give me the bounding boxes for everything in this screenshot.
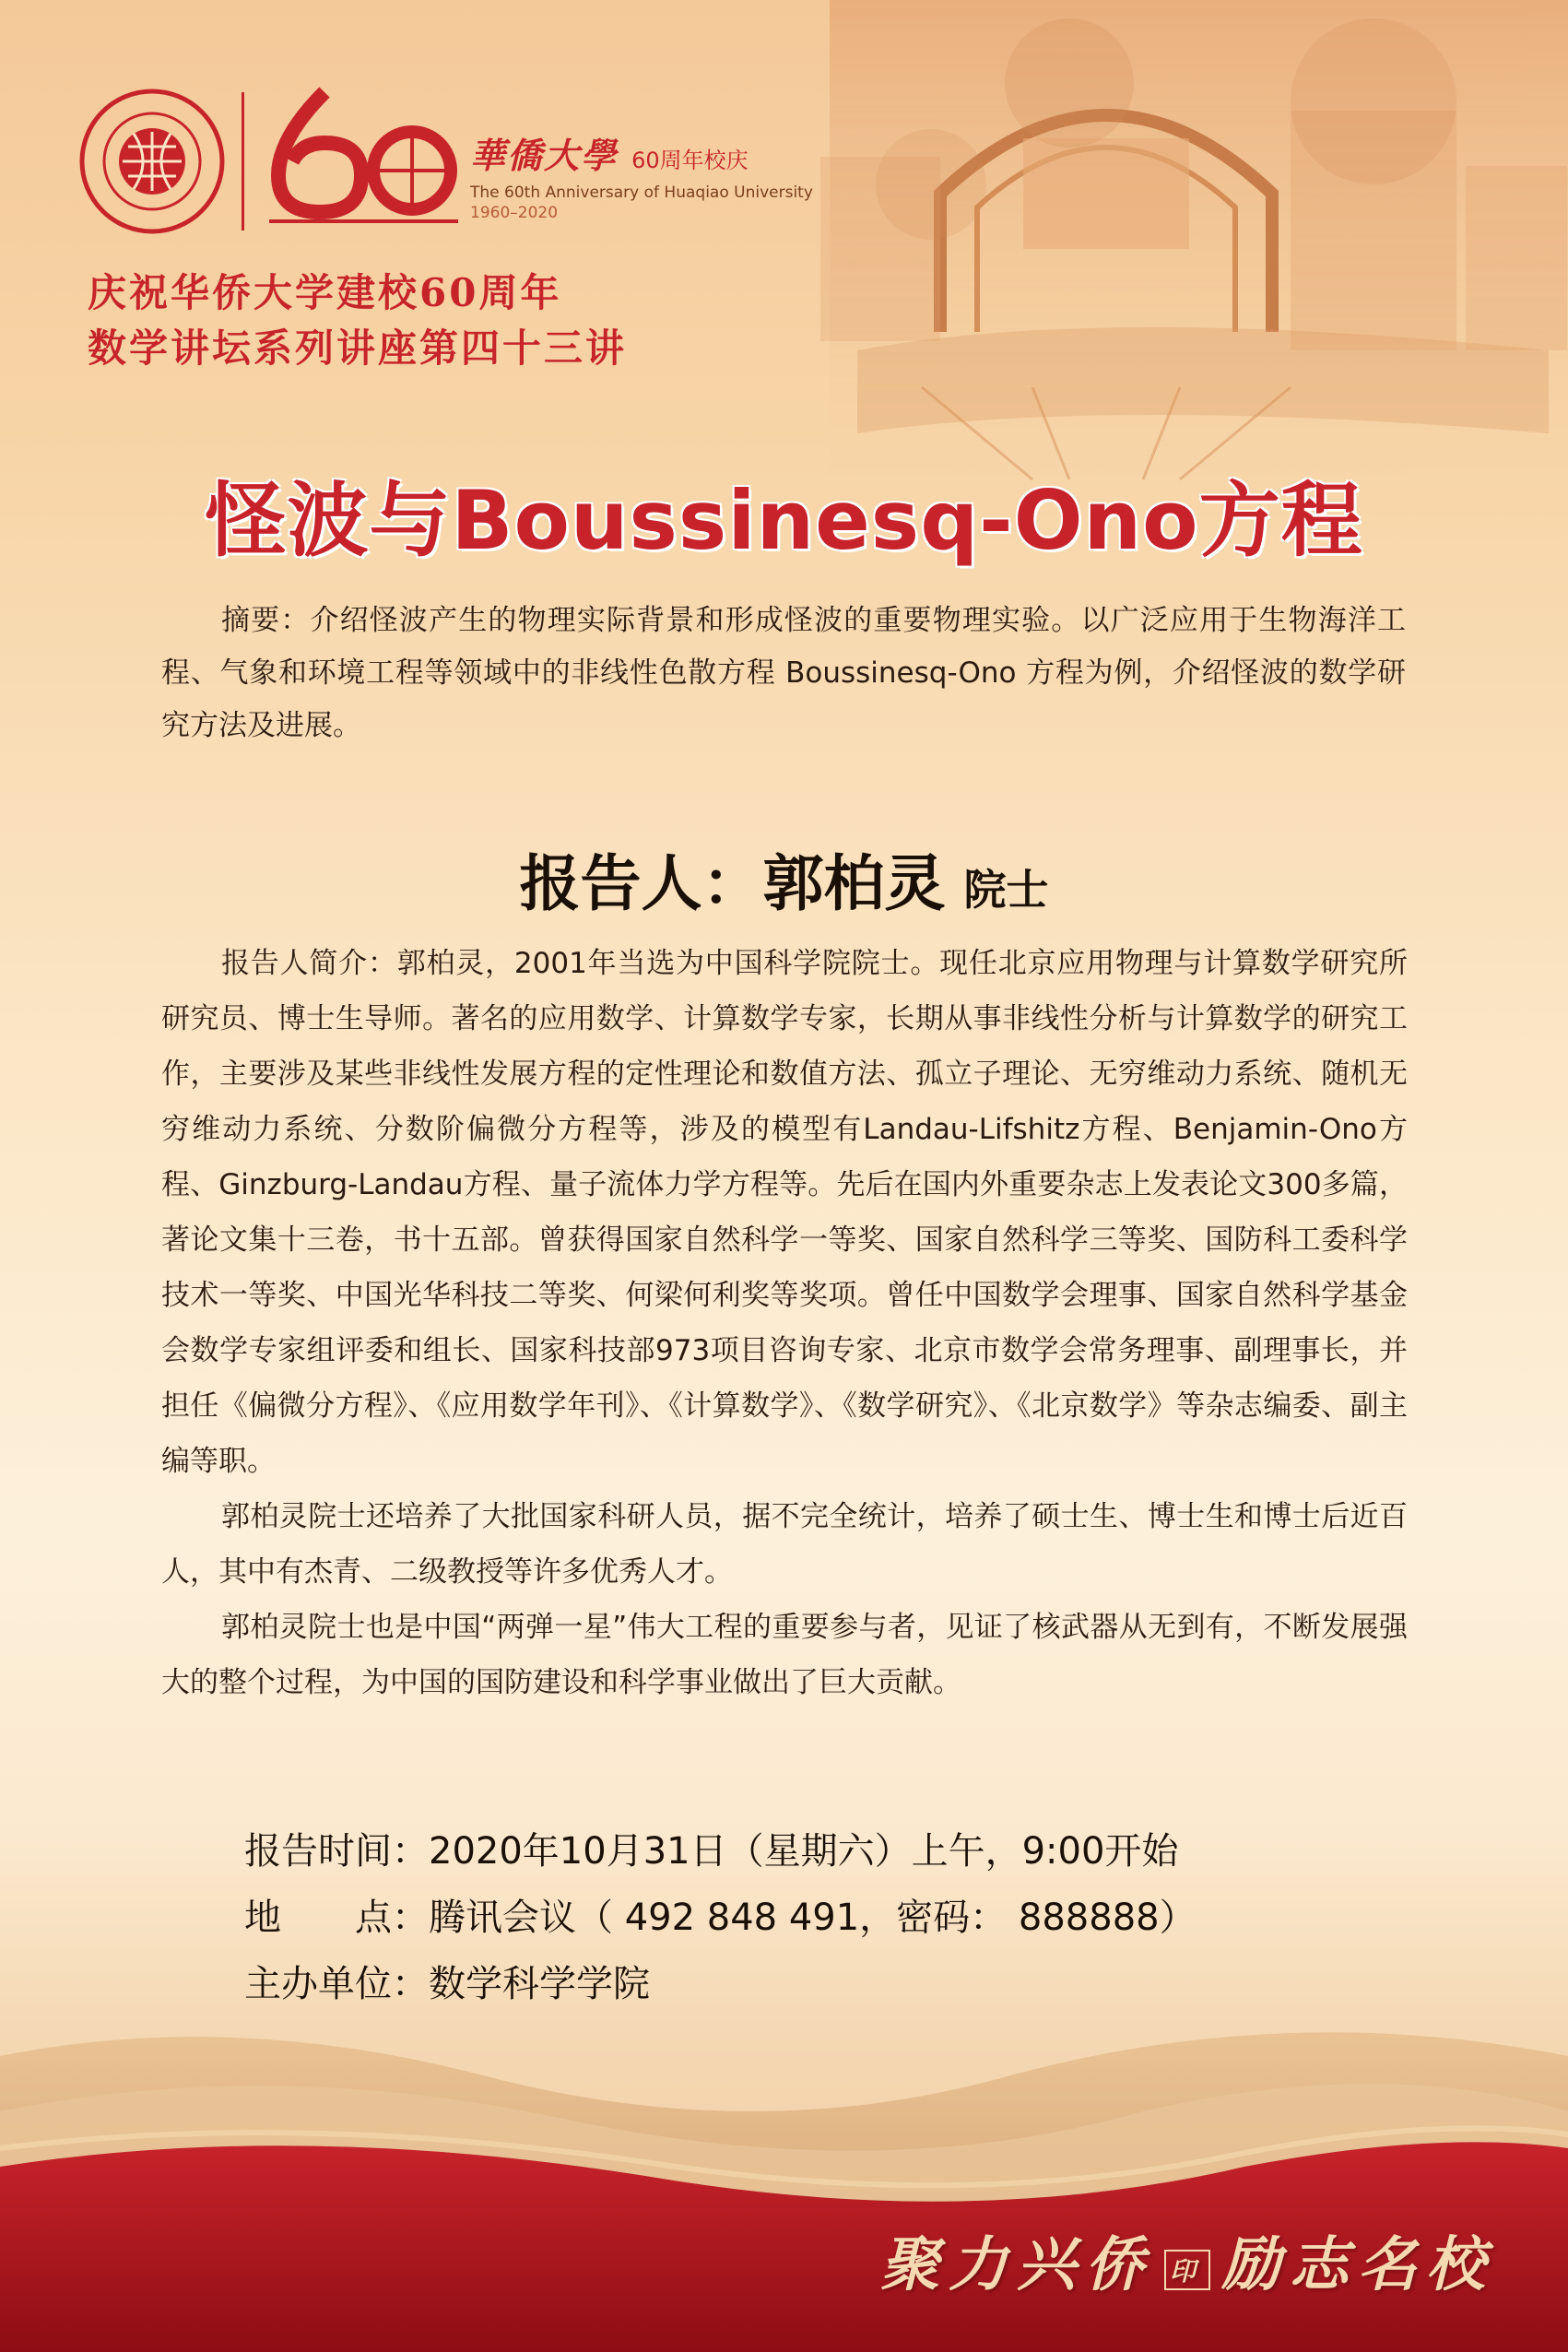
bottom-waves xyxy=(0,2032,1568,2352)
speaker-name: 郭柏灵 xyxy=(762,848,946,919)
talk-title: 怪波与Boussinesq-Ono方程 xyxy=(205,473,1363,568)
talk-abstract: 摘要：介绍怪波产生的物理实际背景和形成怪波的重要物理实验。以广泛应用于生物海洋工程、气象和环境工程等领域中的非线性色散方程 Boussinesq-Ono 方程为例，介绍怪波的数学研究方法及进展。 xyxy=(161,604,1406,742)
event-place-row xyxy=(244,1885,1443,1951)
motto-seal-icon: 印 xyxy=(1164,2250,1210,2290)
motto-left: 聚力兴侨 xyxy=(879,2230,1153,2299)
event-time-value: 2020年10月31日（星期六）上午，9:00开始 xyxy=(429,1830,1179,1873)
motto-right: 励志名校 xyxy=(1221,2230,1494,2299)
event-time-row xyxy=(244,1818,1443,1885)
speaker-heading xyxy=(0,834,1568,922)
footer-motto xyxy=(880,2217,1494,2302)
school-name-calligraphy: 華僑大學 xyxy=(470,135,619,176)
series-line-2: 数学讲坛系列讲座第四十三讲 xyxy=(88,325,628,371)
speaker-label: 报告人： xyxy=(519,848,763,919)
event-info xyxy=(244,1818,1443,2017)
anniversary-60-logo xyxy=(260,74,463,230)
speaker-bio xyxy=(161,936,1408,1710)
anniversary-text-block xyxy=(470,127,857,222)
event-host-label: 主办单位： xyxy=(244,1963,429,2005)
bio-paragraph-2: 郭柏灵院士还培养了大批国家科研人员，据不完全统计，培养了硕士生、博士生和博士后近百人，其中有杰青、二级教授等许多优秀人才。 xyxy=(161,1500,1408,1589)
event-time-label: 报告时间： xyxy=(244,1830,429,1873)
series-heading xyxy=(88,266,751,376)
bio-paragraph-3: 郭柏灵院士也是中国“两弹一星”伟大工程的重要参与者，见证了核武器从无到有，不断发展强大的整个过程，为中国的国防建设和科学事业做出了巨大贡献。 xyxy=(161,1611,1408,1699)
event-host-row xyxy=(244,1951,1443,2017)
series-line-1: 庆祝华侨大学建校60周年 xyxy=(88,270,562,315)
anniversary-english: The 60th Anniversary of Huaqiao University xyxy=(470,183,813,202)
campus-gate-sketch xyxy=(820,0,1568,479)
logo-divider xyxy=(242,92,244,230)
bio-paragraph-1: 报告人简介：郭柏灵，2001年当选为中国科学院院士。现任北京应用物理与计算数学研究所研究员、博士生导师。著名的应用数学、计算数学专家，长期从事非线性分析与计算数学的研究工作，主要涉及某些非线性发展方程的定性理论和数值方法、孤立子理论、无穷维动力系统、随机无穷维动力系统、分数阶偏微分方程等，涉及的模型有Landau-Lifshitz方程、Benjamin-Ono方程、Ginzburg-Landau方程、量子流体力学方程等。先后在国内外重要杂志上发表论文300多篇，著论文集十三卷，书十五部。曾获得国家自然科学一等奖、国家自然科学三等奖、国防科工委科学技术一等奖、中国光华科技二等奖、何梁何利奖等奖项。曾任中国数学会理事、国家自然科学基金会数学专家组评委和组长、国家科技部973项目咨询专家、北京市数学会常务理事、副理事长，并担任《偏微分方程》、《应用数学年刊》、《计算数学》、《数学研究》、《北京数学》等杂志编委、副主编等职。 xyxy=(161,947,1408,1478)
event-place-label: 地 点： xyxy=(244,1897,429,1939)
university-seal-logo xyxy=(78,88,226,235)
anniversary-years: 1960–2020 xyxy=(470,204,559,222)
event-host-value: 数学科学学院 xyxy=(429,1963,650,2005)
event-place-value: 腾讯会议（ 492 848 491，密码： 888888） xyxy=(429,1897,1197,1939)
speaker-title: 院士 xyxy=(963,865,1049,915)
anniversary-label: 60周年校庆 xyxy=(631,148,749,173)
